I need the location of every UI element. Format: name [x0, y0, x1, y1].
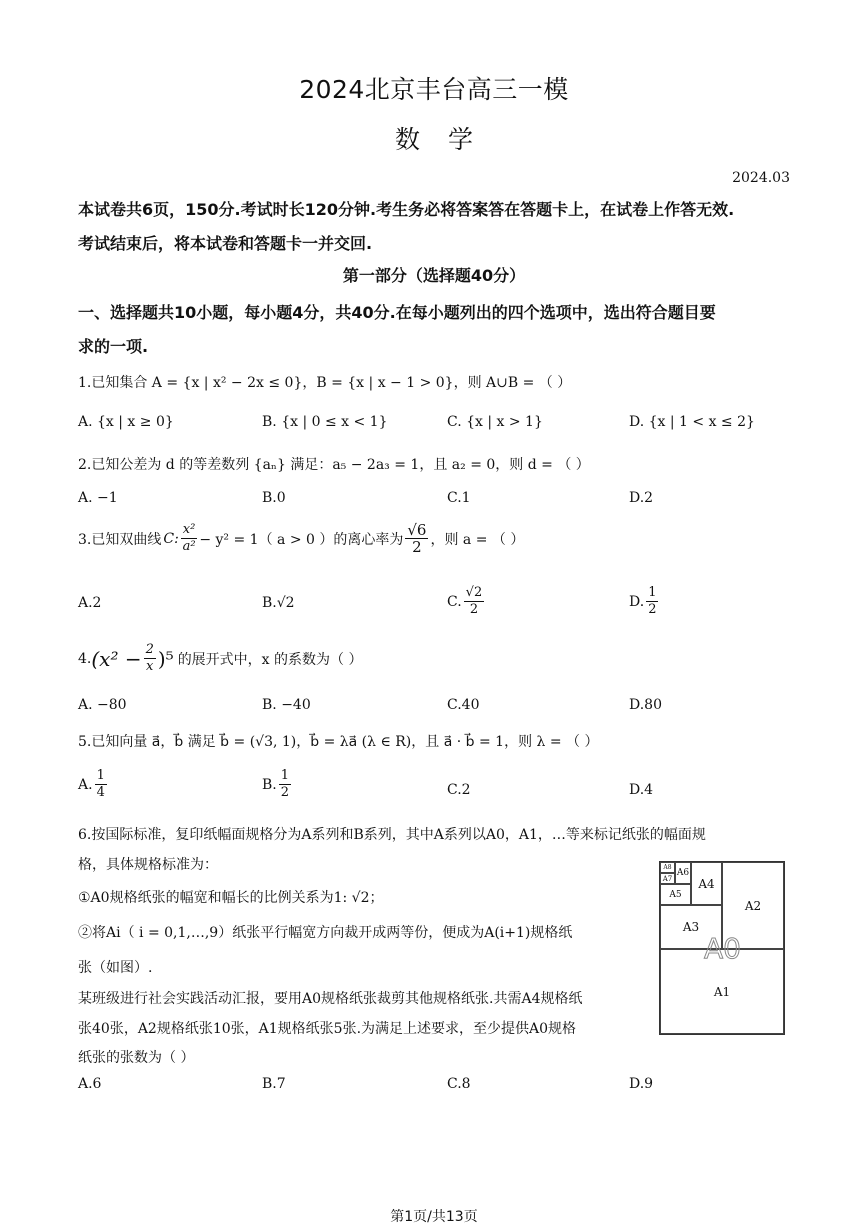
q3-option-c[interactable]: C. $\frac{√2}{2}$ [447, 585, 483, 617]
figure-a6: A6 [675, 862, 691, 884]
question-6-line-7: 张40张，A2规格纸张10张，A1规格纸张5张.为满足上述要求，至少提供A0规格 [78, 1021, 577, 1037]
section-instruction-line-2: 求的一项. [78, 337, 149, 356]
q3-fraction-x2-a2: $\frac{\text{x²}}{\text{a²}}$ [182, 522, 196, 554]
q2-option-c[interactable]: C.1 [447, 490, 471, 506]
page-title: 2024北京丰台高三一模 [299, 75, 569, 104]
question-6-line-4: ②将Ai（ i = 0,1,…,9）纸张平行幅宽方向裁开成两等份，便成为A(i+1)规格纸 [78, 925, 573, 941]
question-6-line-5: 张（如图）. [78, 960, 153, 976]
q4-binomial-open: (x² − [91, 646, 142, 671]
q5-option-b[interactable]: B. $\frac{1}{2}$ [262, 768, 290, 800]
q3-stem-mid: − y² = 1（ a > 0 ）的离心率为 [199, 531, 404, 548]
q2-option-a[interactable]: A. −1 [78, 490, 118, 506]
q6-option-b[interactable]: B.7 [262, 1076, 286, 1092]
section-instruction-line-1: 一、选择题共10小题，每小题4分，共40分.在每小题列出的四个选项中，选出符合题目要 [78, 303, 716, 322]
question-2-stem: 2.已知公差为 d 的等差数列 {aₙ} 满足：a₅ − 2a₃ = 1，且 a₂ = 0，则 d = （ ） [78, 457, 590, 473]
instructions-line-2: 考试结束后，将本试卷和答题卡一并交回. [78, 234, 373, 253]
paper-size-figure [659, 861, 785, 1035]
question-6-line-6: 某班级进行社会实践活动汇报，要用A0规格纸张裁剪其他规格纸张.共需A4规格纸 [78, 991, 583, 1007]
q3-stem-suffix: ，则 a = （ ） [430, 531, 525, 548]
question-6-line-2: 格，具体规格标准为： [78, 857, 218, 873]
q2-option-d[interactable]: D.2 [629, 490, 654, 506]
q3-fraction-sqrt6-2: $\frac{√6}{2}$ [407, 521, 427, 556]
figure-a1: A1 [660, 949, 784, 1034]
q1-option-d[interactable]: D. {x | 1 < x ≤ 2} [629, 414, 755, 430]
question-4-stem: 4. (x² − $\frac{2}{x}$ )⁵ 的展开式中，x 的系数为（ ） [78, 642, 363, 674]
q4-option-c[interactable]: C.40 [447, 697, 480, 713]
question-6-line-3: ①A0规格纸张的幅宽和幅长的比例关系为1: √2； [78, 890, 384, 906]
q3-curve-name: C: [163, 530, 179, 547]
question-6-line-8: 纸张的张数为（ ） [78, 1050, 195, 1066]
q3-option-d[interactable]: D. $\frac{1}{2}$ [629, 585, 657, 617]
figure-a7: A7 [660, 873, 675, 884]
q3-option-b[interactable]: B.√2 [262, 595, 295, 611]
question-1-stem: 1.已知集合 A = {x | x² − 2x ≤ 0}，B = {x | x − 1 > 0}，则 A∪B = （ ） [78, 375, 572, 391]
subject-title: 数学 [394, 125, 501, 154]
q3-option-a[interactable]: A.2 [78, 595, 102, 611]
q6-option-c[interactable]: C.8 [447, 1076, 471, 1092]
part1-heading: 第一部分（选择题40分） [342, 266, 526, 285]
q4-option-d[interactable]: D.80 [629, 697, 662, 713]
question-3-options [78, 585, 798, 625]
q1-option-b[interactable]: B. {x | 0 ≤ x < 1} [262, 414, 388, 430]
figure-a4: A4 [691, 862, 722, 905]
q2-option-b[interactable]: B.0 [262, 490, 286, 506]
question-5-stem: 5.已知向量 a⃗，b⃗ 满足 b⃗ = (√3, 1)，b⃗ = λa⃗ (λ ∈ R)，且 a⃗ · b⃗ = 1，则 λ = （ ） [78, 734, 599, 750]
q1-option-a[interactable]: A. {x | x ≥ 0} [78, 414, 174, 430]
figure-a5: A5 [660, 884, 691, 905]
q4-option-a[interactable]: A. −80 [78, 697, 127, 713]
question-3-stem [78, 522, 524, 555]
figure-a3: A3 [660, 905, 722, 949]
q3-stem-prefix: 3.已知双曲线 [78, 531, 162, 548]
instructions-line-1: 本试卷共6页，150分.考试时长120分钟.考生务必将答案答在答题卡上，在试卷上作答无效. [78, 200, 735, 219]
figure-a8: A8 [660, 862, 675, 873]
q4-fraction-2-x: $\frac{2}{x}$ [145, 642, 154, 674]
question-5-options [78, 768, 798, 812]
page-footer: 第1页/共13页 [390, 1209, 478, 1225]
exam-date: 2024.03 [732, 170, 790, 186]
question-6-line-1: 6.按国际标准，复印纸幅面规格分为A系列和B系列，其中A系列以A0，A1，…等来标记纸张的幅面规 [78, 827, 706, 843]
q1-option-c[interactable]: C. {x | x > 1} [447, 414, 543, 430]
q5-option-a[interactable]: A. $\frac{1}{4}$ [78, 768, 105, 800]
figure-a2: A2 [722, 862, 784, 949]
q5-option-d[interactable]: D.4 [629, 782, 654, 798]
q4-binomial-close: )⁵ [157, 646, 174, 671]
figure-a0-label: A0 [704, 932, 741, 965]
q5-option-c[interactable]: C.2 [447, 782, 471, 798]
q6-option-a[interactable]: A.6 [78, 1076, 102, 1092]
q6-option-d[interactable]: D.9 [629, 1076, 654, 1092]
q4-option-b[interactable]: B. −40 [262, 697, 311, 713]
